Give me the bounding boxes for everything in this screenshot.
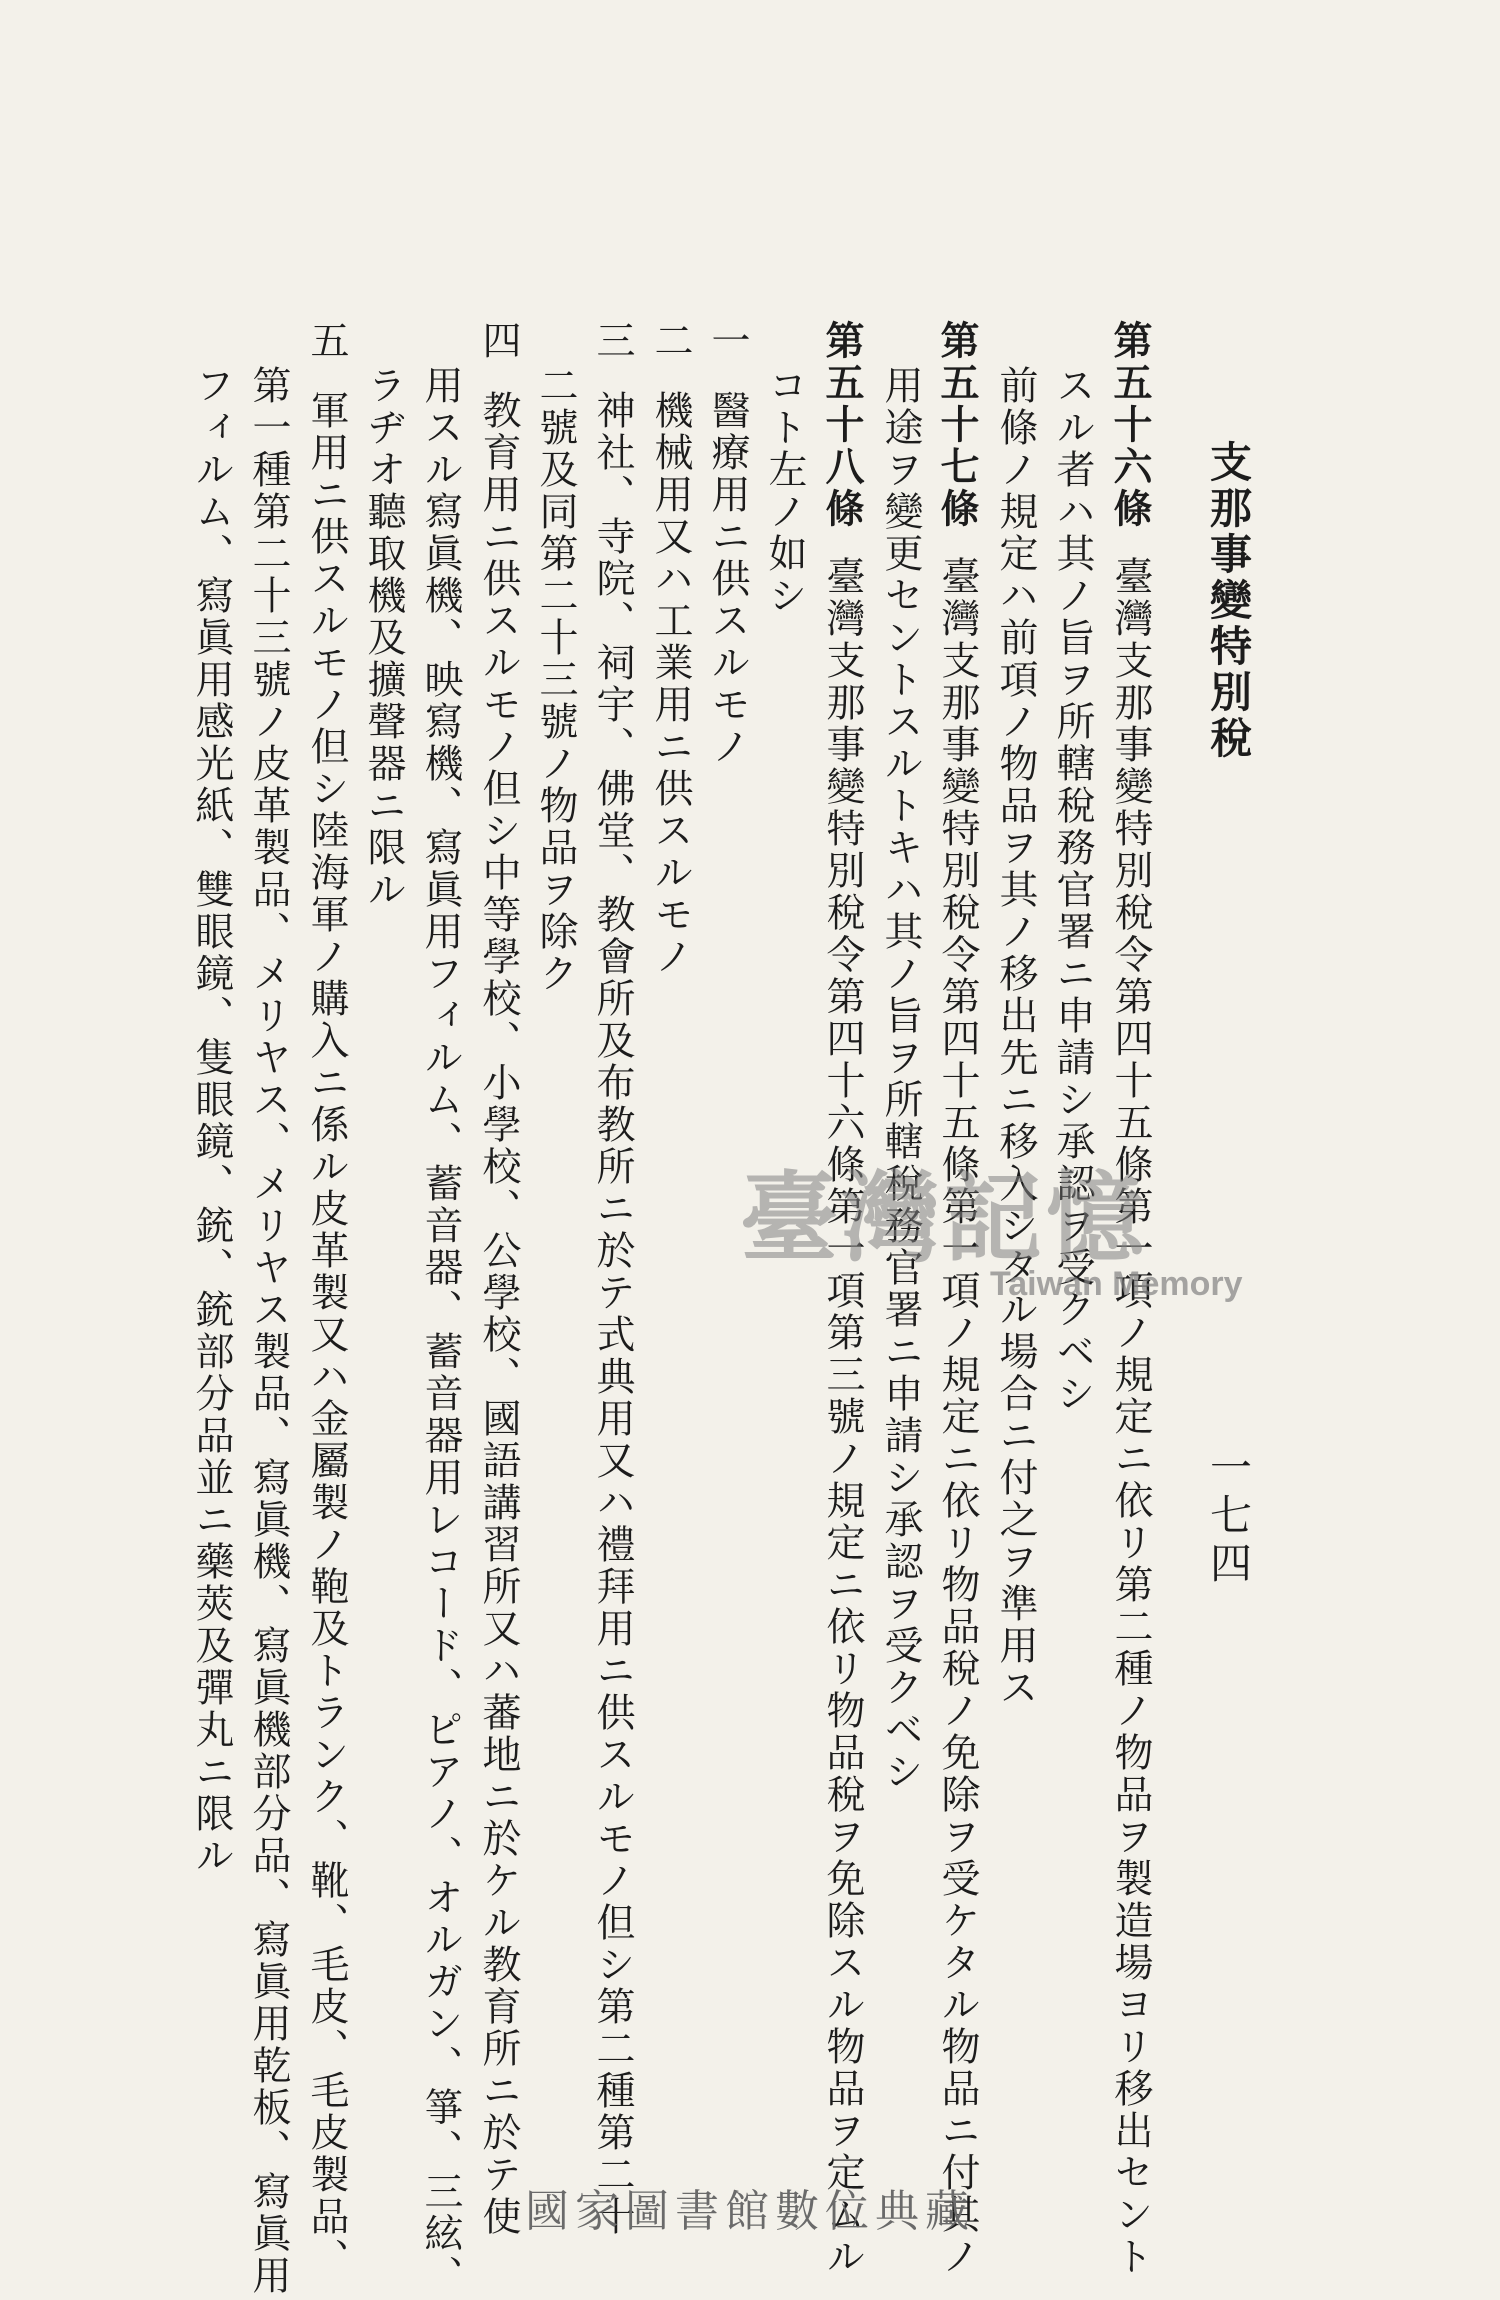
article-label: 第五十八條 (819, 320, 865, 530)
column-text: 機械用又ハ工業用ニ供スルモノ (648, 390, 693, 978)
column-text: 神社、寺院、祠宇、佛堂、教會所及布教所ニ於テ式典用又ハ禮拜用ニ供スルモノ但シ第二種第二十 (590, 390, 635, 2238)
footer-credit: 國家圖書館數位典藏 (525, 2186, 975, 2237)
watermark-subtext: Taiwan Memory (990, 1265, 1243, 1303)
column-text: スル者ハ其ノ旨ヲ所轄稅務官署ニ申請シ承認ヲ受クベシ (1050, 365, 1095, 1415)
article-label: 第五十六條 (1107, 320, 1153, 530)
column-text: 臺灣支那事變特別稅令第四十五條第一項ノ規定ニ依リ物品稅ノ免除ヲ受ケタル物品ニ付其ノ (935, 556, 980, 2278)
column-text: 臺灣支那事變特別稅令第四十六條第一項第三號ノ規定ニ依リ物品稅ヲ免除スル物品ヲ定ムル (820, 556, 865, 2278)
list-item (705, 320, 749, 768)
text-column (189, 365, 233, 1877)
text-column (820, 320, 864, 2278)
column-text: 前條ノ規定ハ前項ノ物品ヲ其ノ移出先ニ移入シタル場合ニ付之ヲ準用ス (993, 365, 1038, 1709)
text-column (935, 320, 979, 2278)
text-column (993, 365, 1037, 1709)
item-number: 一 (705, 320, 750, 362)
text-column (533, 365, 577, 995)
item-number: 四 (476, 320, 521, 362)
list-item (304, 320, 348, 2280)
article-label: 第五十七條 (934, 320, 980, 530)
text-column (361, 365, 405, 911)
running-title: 支那事變特別稅 (1204, 440, 1253, 762)
text-column (418, 365, 462, 2297)
item-number: 五 (304, 320, 349, 362)
column-text: コト左ノ如シ (762, 365, 807, 617)
text-column (246, 365, 290, 2297)
column-text: フィルム、寫眞用感光紙、雙眼鏡、隻眼鏡、銃、銃部分品並ニ藥莢及彈丸ニ限ル (189, 365, 234, 1877)
list-item (590, 320, 634, 2238)
column-text: 軍用ニ供スルモノ但シ陸海軍ノ購入ニ係ル皮革製又ハ金屬製ノ鞄及トランク、靴、毛皮、毛皮製品、 (304, 390, 349, 2280)
column-text: 醫療用ニ供スルモノ (705, 390, 750, 768)
list-item (648, 320, 692, 978)
column-text: 二號及同第二十三號ノ物品ヲ除ク (533, 365, 578, 995)
watermark-logo: 臺灣記憶 (740, 1161, 1149, 1276)
page-number: 一七四 (1204, 1445, 1253, 1589)
column-text: ラヂオ聽取機及擴聲器ニ限ル (361, 365, 406, 911)
column-text: 臺灣支那事變特別稅令第四十五條第一項ノ規定ニ依リ第二種ノ物品ヲ製造場ヨリ移出セント (1108, 556, 1153, 2278)
list-item (476, 320, 520, 2238)
item-number: 二 (648, 320, 693, 362)
column-text: 教育用ニ供スルモノ但シ中等學校、小學校、公學校、國語講習所又ハ蕃地ニ於ケル教育所ニ於テ使 (476, 390, 521, 2238)
column-text: 第一種第二十三號ノ皮革製品、メリヤス、メリヤス製品、寫眞機、寫眞機部分品、寫眞用乾板、寫眞用 (246, 365, 291, 2297)
text-column (878, 365, 922, 1793)
text-column (762, 365, 806, 617)
column-text: 用スル寫眞機、映寫機、寫眞用フィルム、蓄音器、蓄音器用レコード、ピアノ、オルガン、箏、三絃、 (418, 365, 463, 2297)
column-text: 用途ヲ變更セントスルトキハ其ノ旨ヲ所轄稅務官署ニ申請シ承認ヲ受クベシ (878, 365, 923, 1793)
item-number: 三 (590, 320, 635, 362)
